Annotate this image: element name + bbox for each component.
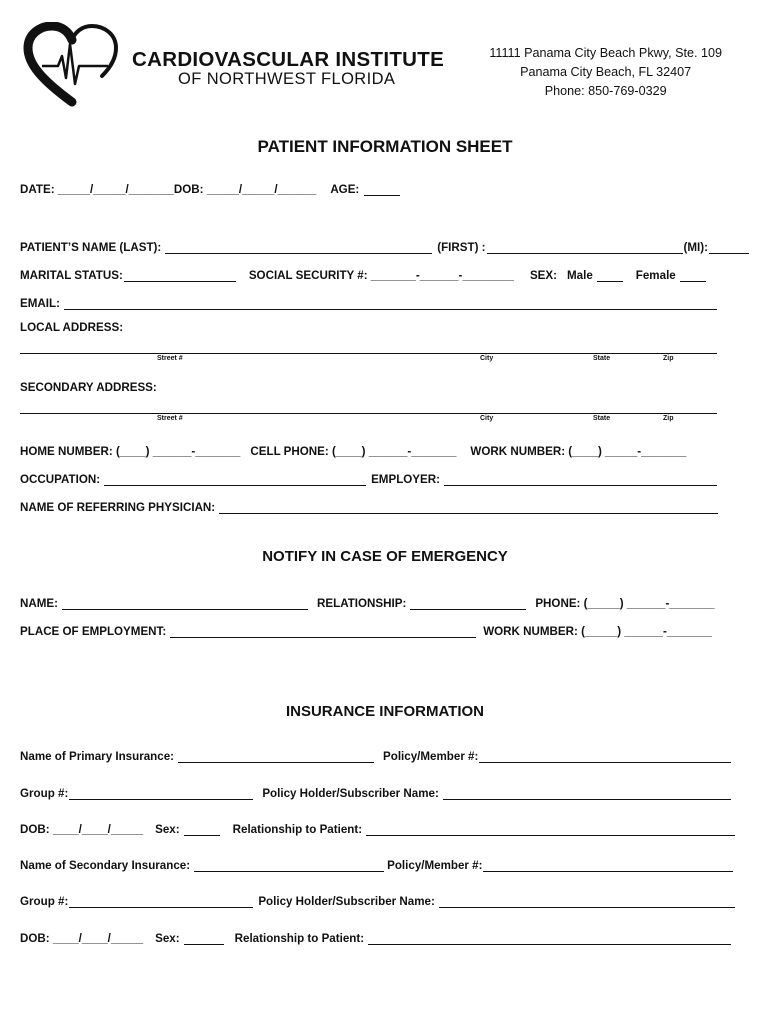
primary-policy-label: Policy/Member #: (383, 750, 479, 763)
secondary-policy-label: Policy/Member #: (387, 859, 483, 872)
last-name-field[interactable] (165, 241, 432, 254)
primary-group-field[interactable] (69, 787, 253, 800)
local-address-label: LOCAL ADDRESS: (20, 321, 124, 334)
primary-dob-row (20, 816, 736, 836)
primary-holder-field[interactable] (443, 787, 731, 800)
emergency-relationship-label: RELATIONSHIP: (317, 597, 407, 610)
mi-label: (MI): (683, 241, 708, 254)
primary-sex-field[interactable] (184, 823, 220, 836)
emergency-employment-row (20, 618, 750, 638)
primary-insurance-row (20, 743, 732, 763)
email-field[interactable] (64, 297, 717, 310)
sex-label: SEX: (529, 269, 557, 282)
local-zip-caption: Zip (663, 355, 674, 362)
secondary-dob-row (20, 925, 732, 945)
secondary-group-row (20, 888, 736, 908)
insurance-title: INSURANCE INFORMATION (285, 703, 485, 720)
primary-policy-field[interactable] (479, 750, 731, 763)
secondary-address-label: SECONDARY ADDRESS: (20, 381, 157, 394)
local-city-caption: City (480, 355, 494, 362)
emergency-name-field[interactable] (62, 597, 308, 610)
referring-physician-field[interactable] (219, 501, 718, 514)
secondary-address-field[interactable] (20, 413, 717, 414)
secondary-holder-label: Policy Holder/Subscriber Name: (258, 895, 435, 908)
secondary-group-field[interactable] (69, 895, 253, 908)
employer-label: EMPLOYER: (371, 473, 441, 486)
emergency-title: NOTIFY IN CASE OF EMERGENCY (262, 548, 508, 565)
letterhead (20, 22, 750, 112)
secondary-street-caption: Street # (157, 415, 183, 422)
secondary-zip-caption: Zip (663, 415, 674, 422)
primary-holder-label: Policy Holder/Subscriber Name: (262, 787, 439, 800)
local-street-caption: Street # (157, 355, 183, 362)
primary-insurance-label: Name of Primary Insurance: (20, 750, 174, 763)
email-label: EMAIL: (20, 297, 60, 310)
first-name-field[interactable] (487, 241, 683, 254)
employer-field[interactable] (444, 473, 717, 486)
cell-phone-field[interactable]: CELL PHONE: (____) ______-_______ (250, 445, 457, 458)
address-line-1: 11111 Panama City Beach Pkwy, Ste. 109 (489, 46, 722, 60)
first-name-label: (FIRST) : (437, 241, 486, 254)
primary-sex-label: Sex: (155, 823, 180, 836)
occupation-row (20, 466, 718, 486)
local-state-caption: State (593, 355, 611, 362)
secondary-sex-field[interactable] (184, 932, 224, 945)
place-of-employment-field[interactable] (170, 625, 476, 638)
emergency-phone-field[interactable]: PHONE: (_____) ______-_______ (535, 597, 715, 610)
org-contact (489, 44, 722, 101)
emergency-name-row (20, 590, 750, 610)
secondary-dob-field[interactable]: DOB: ____/____/_____ (20, 932, 144, 945)
primary-insurance-field[interactable] (178, 750, 374, 763)
address-line-2: Panama City Beach, FL 32407 (520, 65, 692, 79)
home-number-field[interactable]: HOME NUMBER: (____) ______-_______ (20, 445, 241, 458)
org-name: CARDIOVASCULAR INSTITUTE (132, 48, 445, 71)
male-label: Male (567, 269, 593, 282)
primary-relationship-label: Relationship to Patient: (232, 823, 363, 836)
email-row (20, 290, 718, 310)
secondary-address-row (20, 374, 750, 394)
female-label: Female (635, 269, 676, 282)
place-of-employment-label: PLACE OF EMPLOYMENT: (20, 625, 167, 638)
date-row (20, 176, 750, 196)
mi-field[interactable] (709, 241, 749, 254)
referring-row (20, 494, 719, 514)
emergency-relationship-field[interactable] (410, 597, 526, 610)
emergency-work-number-field[interactable]: WORK NUMBER: (_____) ______-_______ (483, 625, 712, 638)
local-address-field[interactable] (20, 353, 717, 354)
work-number-field[interactable]: WORK NUMBER: (____) _____-_______ (470, 445, 687, 458)
marital-status-field[interactable] (124, 269, 236, 282)
female-field[interactable] (680, 269, 706, 282)
date-field[interactable]: DATE: _____/_____/_______ (20, 183, 174, 196)
org-region: OF NORTHWEST FLORIDA (178, 70, 396, 88)
occupation-label: OCCUPATION: (20, 473, 101, 486)
secondary-insurance-row (20, 852, 734, 872)
patient-name-row (20, 234, 750, 254)
institute-logo (22, 22, 445, 108)
age-field[interactable] (364, 183, 400, 196)
emergency-name-label: NAME: (20, 597, 58, 610)
secondary-holder-field[interactable] (439, 895, 735, 908)
dob-field[interactable]: DOB: _____/_____/______ (173, 183, 317, 196)
phone-line: Phone: 850-769-0329 (544, 84, 667, 98)
referring-physician-label: NAME OF REFERRING PHYSICIAN: (20, 501, 216, 514)
primary-dob-field[interactable]: DOB: ____/____/_____ (20, 823, 144, 836)
secondary-group-label: Group #: (20, 895, 69, 908)
male-field[interactable] (597, 269, 623, 282)
heart-ekg-logo-icon (22, 22, 122, 108)
last-name-label: PATIENT’S NAME (LAST): (20, 241, 162, 254)
secondary-insurance-field[interactable] (194, 859, 384, 872)
secondary-state-caption: State (593, 415, 611, 422)
marital-status-label: MARITAL STATUS: (20, 269, 123, 282)
local-address-row (20, 314, 750, 334)
age-label: AGE: (330, 183, 360, 196)
primary-relationship-field[interactable] (366, 823, 735, 836)
secondary-relationship-label: Relationship to Patient: (234, 932, 365, 945)
secondary-insurance-label: Name of Secondary Insurance: (20, 859, 191, 872)
occupation-field[interactable] (104, 473, 366, 486)
secondary-policy-field[interactable] (483, 859, 733, 872)
primary-group-label: Group #: (20, 787, 69, 800)
secondary-city-caption: City (480, 415, 494, 422)
form-title: PATIENT INFORMATION SHEET (257, 137, 513, 156)
secondary-sex-label: Sex: (155, 932, 180, 945)
ssn-field[interactable]: SOCIAL SECURITY #: _______-______-________ (248, 269, 514, 282)
secondary-relationship-field[interactable] (368, 932, 731, 945)
marital-row (20, 262, 750, 282)
primary-group-row (20, 780, 732, 800)
phone-row (20, 438, 750, 458)
